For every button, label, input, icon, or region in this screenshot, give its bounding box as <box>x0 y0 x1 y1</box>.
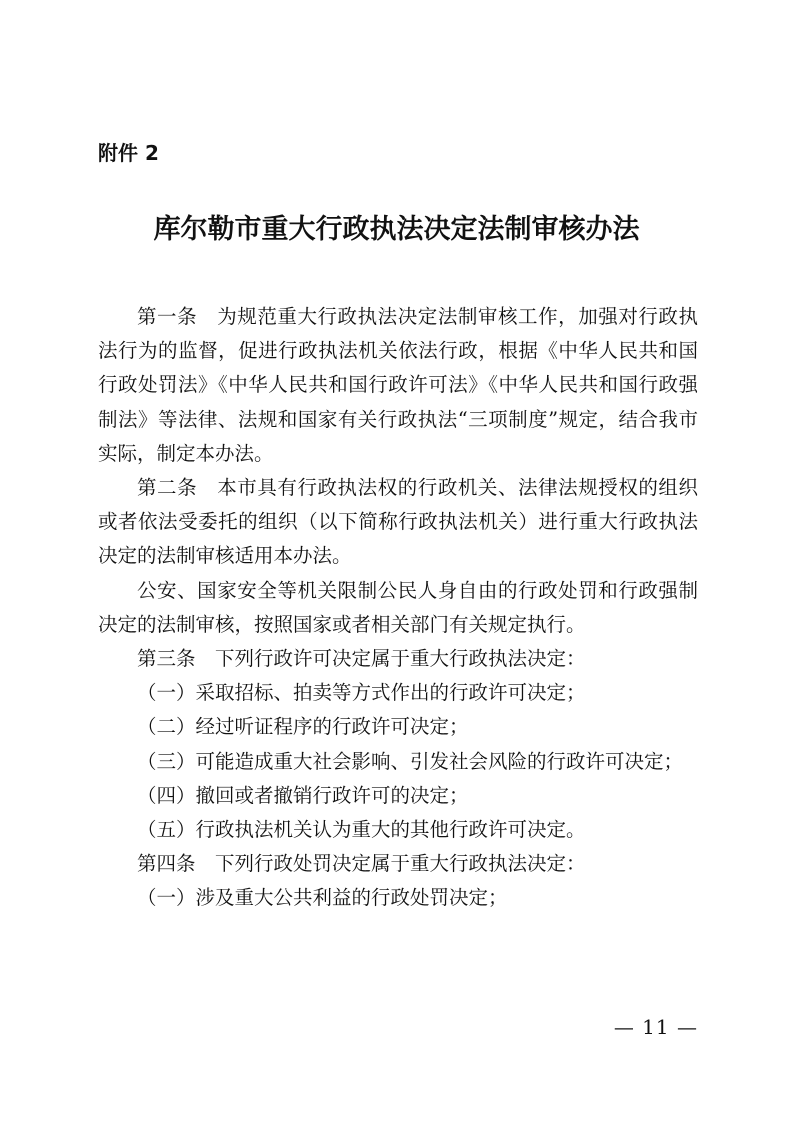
paragraph-article-3-item-1: （一）采取招标、拍卖等方式作出的行政许可决定； <box>137 681 586 705</box>
paragraph-article-3-item-3: （三）可能造成重大社会影响、引发社会风险的行政许可决定； <box>137 749 684 773</box>
paragraph-article-3: 第三条 下列行政许可决定属于重大行政执法决定： <box>137 647 586 671</box>
attachment-label: 附件 2 <box>98 141 159 165</box>
document-body <box>98 300 698 916</box>
paragraph-article-3-item-4: （四）撤回或者撤销行政许可的决定； <box>137 783 469 807</box>
paragraph-article-4-item-1: （一）涉及重大公共利益的行政处罚决定； <box>137 886 508 910</box>
paragraph-article-3-item-5: （五）行政执法机关认为重大的其他行政许可决定。 <box>137 818 586 842</box>
document-title: 库尔勒市重大行政执法决定法制审核办法 <box>153 214 640 245</box>
paragraph-article-2: 第二条 本市具有行政执法权的行政机关、法律法规授权的组织或者依法受委托的组织（以下简称行政执法机关）进行重大行政执法决定的法制审核适用本办法。 <box>98 476 698 568</box>
page-number: — 11 — <box>613 1015 698 1039</box>
paragraph-article-1: 第一条 为规范重大行政执法决定法制审核工作，加强对行政执法行为的监督，促进行政执法机关依法行政，根据《中华人民共和国行政处罚法》《中华人民共和国行政许可法》《中华人民共和国行政强制法》等法律、法规和国家有关行政执法“三项制度”规定，结合我市实际，制定本办法。 <box>98 305 698 465</box>
paragraph-article-4: 第四条 下列行政处罚决定属于重大行政执法决定： <box>137 852 586 876</box>
paragraph-article-3-item-2: （二）经过听证程序的行政许可决定； <box>137 715 469 739</box>
paragraph-article-2-note: 公安、国家安全等机关限制公民人身自由的行政处罚和行政强制决定的法制审核，按照国家或者相关部门有关规定执行。 <box>98 578 698 636</box>
